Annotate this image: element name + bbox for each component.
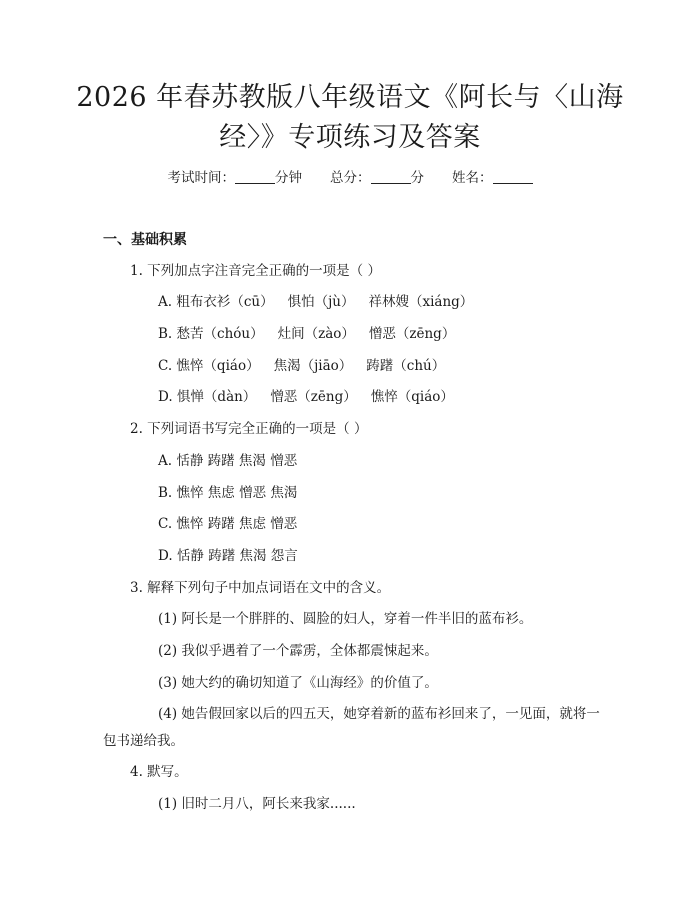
option-item: 憔悴（qiáo） <box>370 389 454 405</box>
option-item: 灶间（zào） <box>277 326 355 342</box>
option-item: 憎恶（zēng） <box>270 389 357 405</box>
question-2-option-d: D. 恬静 踌躇 焦渴 怨言 <box>158 548 298 564</box>
option-item: B. 愁苦（chóu） <box>158 326 264 342</box>
question-2-option-c: C. 憔悴 踌躇 焦虑 憎恶 <box>158 516 298 532</box>
question-3-item-3: (3) 她大约的确切知道了《山海经》的价值了。 <box>158 675 438 691</box>
title-line-2: 经〉》专项练习及答案 <box>219 122 481 153</box>
score-label: 总分： <box>330 170 371 186</box>
question-2-stem: 2. 下列词语书写完全正确的一项是（ ） <box>130 421 368 437</box>
time-label: 考试时间： <box>167 170 235 186</box>
title-line-1: 2026 年春苏教版八年级语文《阿长与〈山海 <box>76 82 624 113</box>
question-3-item-4: (4) 她告假回家以后的四五天，她穿着新的蓝布衫回来了，一见面，就将一包书递给我。 <box>103 706 600 749</box>
option-item: 憎恶（zēng） <box>368 326 456 342</box>
time-blank <box>235 169 275 184</box>
question-2-option-a: A. 恬静 踌躇 焦渴 憎恶 <box>158 453 298 469</box>
exam-info <box>0 168 700 188</box>
question-3-item-2: (2) 我似乎遇着了一个霹雳，全体都震悚起来。 <box>158 643 438 659</box>
question-3-item-1: (1) 阿长是一个胖胖的、圆脸的妇人，穿着一件半旧的蓝布衫。 <box>158 611 533 627</box>
name-blank <box>493 169 533 184</box>
score-unit: 分 <box>410 170 424 186</box>
page-title <box>60 78 640 158</box>
question-1-option-d <box>158 387 454 407</box>
time-unit: 分钟 <box>275 170 302 186</box>
score-blank <box>371 169 411 184</box>
option-item: D. 惧惮（dàn） <box>158 389 257 405</box>
question-1-option-c <box>158 356 445 376</box>
question-1-stem: 1. 下列加点字注音完全正确的一项是（ ） <box>130 263 381 279</box>
question-4-stem: 4. 默写。 <box>130 764 188 780</box>
question-3-stem: 3. 解释下列句子中加点词语在文中的含义。 <box>130 580 391 596</box>
question-1-option-b <box>158 324 455 344</box>
option-item: A. 粗布衣衫（cū） <box>158 294 274 310</box>
option-item: 惧怕（jù） <box>287 294 355 310</box>
question-1-option-a <box>158 292 473 312</box>
option-item: 祥林嫂（xiáng） <box>368 294 474 310</box>
question-4-item-1: (1) 旧时二月八，阿长来我家...... <box>158 796 356 812</box>
option-item: 踌躇（chú） <box>366 358 446 374</box>
option-item: C. 憔悴（qiáo） <box>158 358 260 374</box>
question-2-option-b: B. 憔悴 焦虑 憎恶 焦渴 <box>158 485 298 501</box>
name-label: 姓名： <box>452 170 493 186</box>
option-item: 焦渴（jiāo） <box>273 358 353 374</box>
section-heading: 一、基础积累 <box>103 232 187 248</box>
